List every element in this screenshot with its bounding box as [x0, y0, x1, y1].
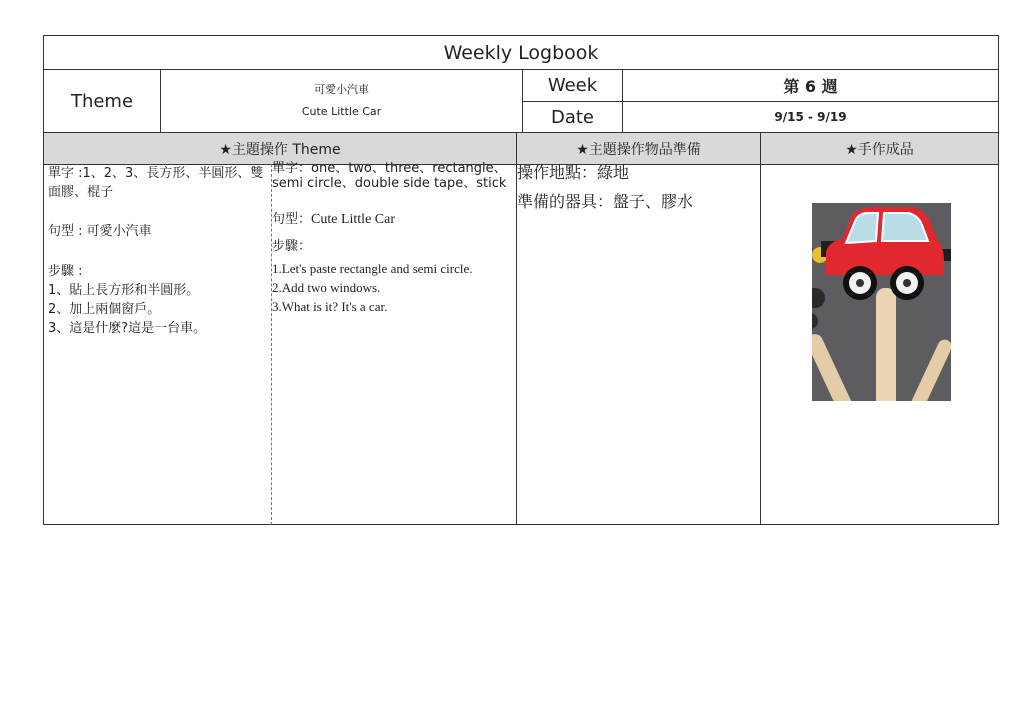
col2-vocab-line2: semi circle、double side tape、stick	[272, 176, 507, 191]
date-value: 9/15 - 9/19	[774, 110, 847, 124]
materials-tools: 準備的器具：盤子、膠水	[517, 192, 694, 211]
header-materials: ★主題操作物品準備	[576, 141, 701, 158]
week-label: Week	[547, 75, 598, 96]
col2-step1: 1.Let's paste rectangle and semi circle.	[272, 261, 473, 276]
col1-vocab: 單字 :1、2、3、長方形、半圓形、雙面膠、棍子	[48, 166, 264, 200]
header-theme-operation: ★主題操作 Theme	[219, 141, 341, 158]
col2-sentence-label: 句型：	[272, 212, 312, 227]
col2-steps-label: 步驟：	[272, 239, 312, 254]
theme-zh: 可愛小汽車	[314, 83, 369, 96]
col1-step2: 2、加上兩個窗戶。	[48, 302, 161, 317]
col2-vocab-line1: 單字：one、two、three、rectangle、	[272, 161, 507, 176]
col2-step3: 3.What is it? It's a car.	[272, 299, 388, 314]
materials-place: 操作地點：綠地	[517, 163, 630, 182]
page-title: Weekly Logbook	[443, 41, 599, 64]
col1-step1: 1、貼上長方形和半圓形。	[48, 283, 200, 298]
date-label: Date	[550, 106, 595, 128]
col1-steps-label: 步驟 :	[48, 264, 83, 279]
col1-sentence: 句型 : 可愛小汽車	[48, 224, 152, 239]
car-craft-photo	[812, 203, 951, 401]
col2-step2: 2.Add two windows.	[272, 280, 381, 295]
header-handmade-work: ★手作成品	[845, 141, 914, 158]
theme-en: Cute Little Car	[301, 104, 382, 118]
col1-step3: 3、這是什麼?這是一台車。	[48, 321, 207, 336]
week-value: 第 6 週	[783, 77, 838, 96]
col2-sentence-text: Cute Little Car	[311, 212, 395, 227]
theme-label: Theme	[70, 90, 134, 112]
